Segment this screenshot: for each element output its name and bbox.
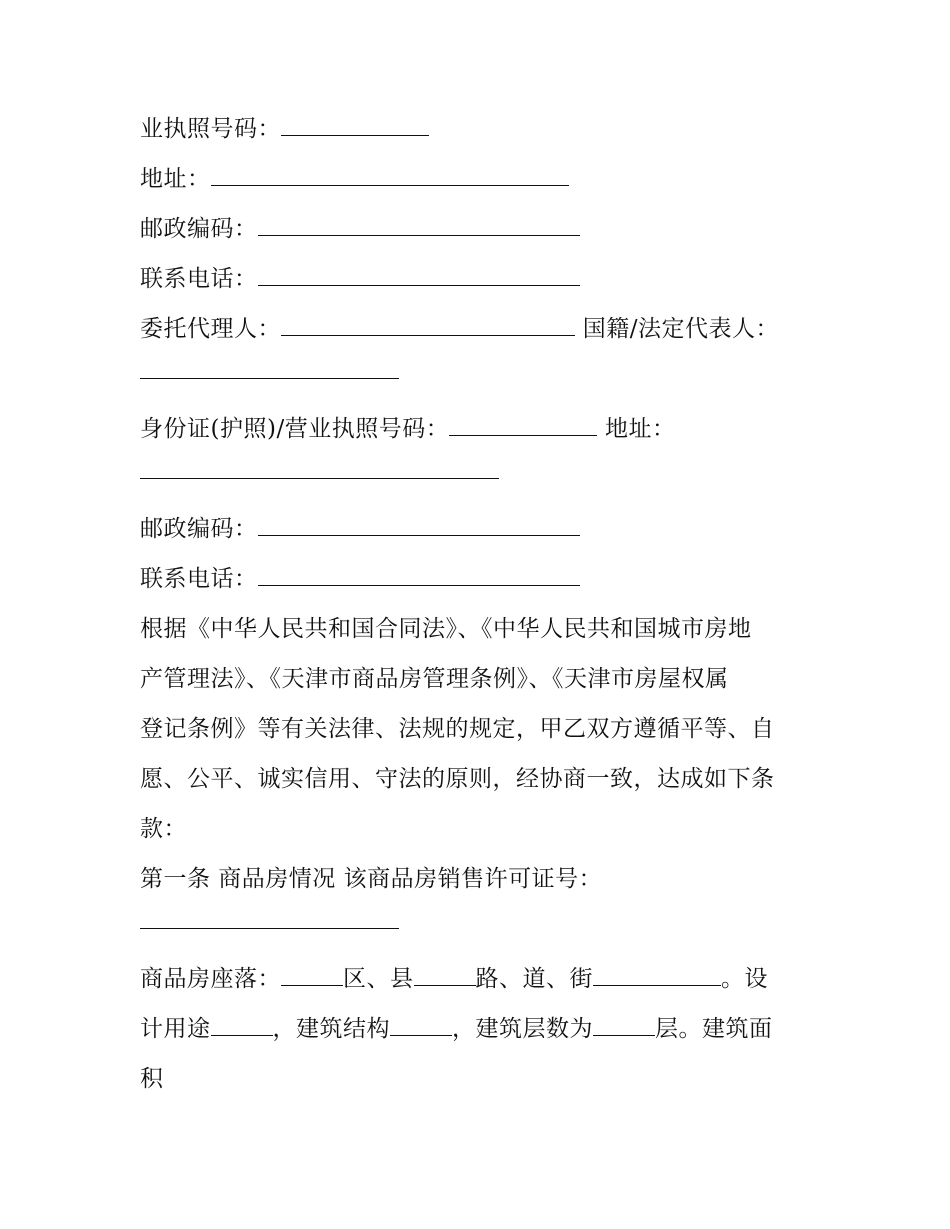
usage-blank[interactable] xyxy=(211,1011,273,1036)
agent-postcode-blank[interactable] xyxy=(258,511,580,536)
article-one-text: 第一条 商品房情况 该商品房销售许可证号： xyxy=(140,866,603,892)
district-label: 区、县 xyxy=(343,966,414,992)
nationality-label: 国籍/法定代表人： xyxy=(575,316,780,342)
phone-blank[interactable] xyxy=(258,261,580,286)
agent-postcode-label: 邮政编码： xyxy=(140,516,258,542)
road-label: 路、道、街 xyxy=(475,966,593,992)
article-one-heading xyxy=(140,854,812,904)
phone-label: 联系电话： xyxy=(140,266,258,292)
contract-body xyxy=(140,104,812,1104)
floors-blank[interactable] xyxy=(593,1011,655,1036)
area-label: 层。建筑面 xyxy=(655,1016,773,1042)
agent-postcode-line xyxy=(140,504,812,554)
location-line xyxy=(140,954,812,1004)
permit-number-blank-line xyxy=(140,904,812,954)
license-number-line xyxy=(140,104,812,154)
id-number-label: 身份证(护照)/营业执照号码： xyxy=(140,416,450,442)
agent-address-blank-line xyxy=(140,454,812,504)
paragraph-line: 愿、公平、诚实信用、守法的原则，经协商一致，达成如下条 xyxy=(140,766,775,792)
legal-basis-paragraph xyxy=(140,604,812,854)
postcode-blank[interactable] xyxy=(258,211,580,236)
agent-blank[interactable] xyxy=(281,311,575,336)
agent-phone-line xyxy=(140,554,812,604)
paragraph-line: 根据《中华人民共和国合同法》、《中华人民共和国城市房地 xyxy=(140,616,752,642)
agent-phone-blank[interactable] xyxy=(258,561,580,586)
address-line xyxy=(140,154,812,204)
street-blank[interactable] xyxy=(593,961,721,986)
location-end-text: 。设 xyxy=(721,966,768,992)
id-number-line xyxy=(140,404,812,454)
paragraph-line: 产管理法》、《天津市商品房管理条例》、《天津市房屋权属 xyxy=(140,666,729,692)
area-continued-text: 积 xyxy=(140,1066,164,1092)
area-continued-line xyxy=(140,1054,812,1104)
postcode-line xyxy=(140,204,812,254)
phone-line xyxy=(140,254,812,304)
agent-label: 委托代理人： xyxy=(140,316,281,342)
license-number-blank[interactable] xyxy=(281,111,429,136)
usage-line xyxy=(140,1004,812,1054)
address-blank[interactable] xyxy=(211,161,569,186)
district-blank[interactable] xyxy=(281,961,343,986)
license-number-label: 业执照号码： xyxy=(140,116,281,142)
location-label: 商品房座落： xyxy=(140,966,281,992)
floors-label: ，建筑层数为 xyxy=(452,1016,593,1042)
id-number-blank[interactable] xyxy=(449,411,597,436)
postcode-label: 邮政编码： xyxy=(140,216,258,242)
permit-number-blank[interactable] xyxy=(140,904,399,929)
agent-phone-label: 联系电话： xyxy=(140,566,258,592)
paragraph-line: 登记条例》等有关法律、法规的规定，甲乙双方遵循平等、自 xyxy=(140,716,775,742)
address-label: 地址： xyxy=(140,166,211,192)
nationality-blank[interactable] xyxy=(140,354,399,379)
structure-label: ，建筑结构 xyxy=(272,1016,390,1042)
paragraph-line: 款： xyxy=(140,816,187,842)
usage-label: 计用途 xyxy=(140,1016,211,1042)
agent-address-label: 地址： xyxy=(597,416,676,442)
agent-address-blank[interactable] xyxy=(140,454,499,479)
structure-blank[interactable] xyxy=(390,1011,452,1036)
nationality-blank-line xyxy=(140,354,812,404)
road-blank[interactable] xyxy=(414,961,476,986)
agent-line xyxy=(140,304,812,354)
